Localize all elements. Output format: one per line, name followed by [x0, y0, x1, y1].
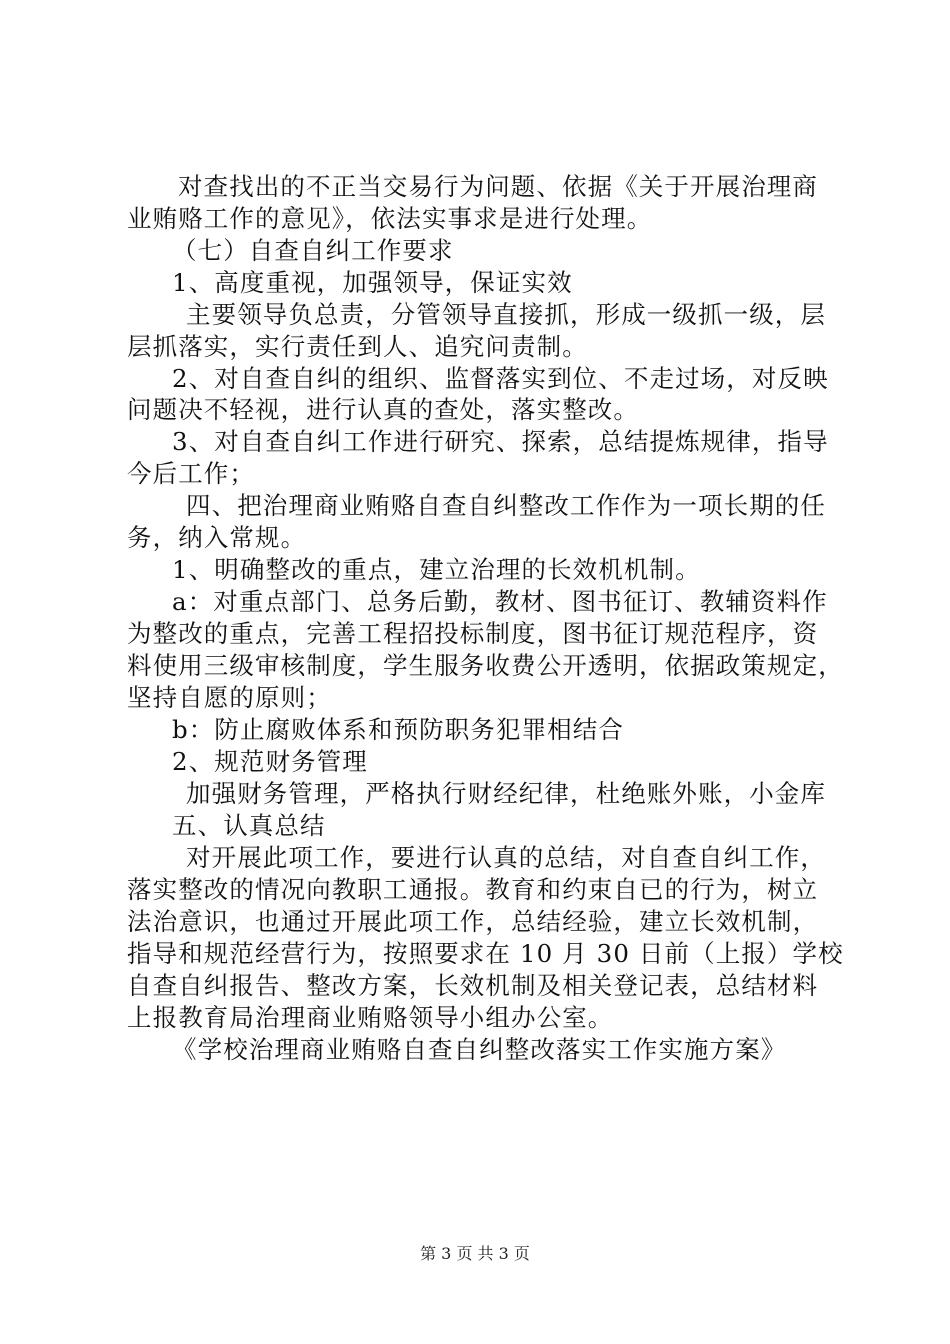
- paragraph-line: 2、对自查自纠的组织、监督落实到位、不走过场，对反映: [172, 364, 829, 393]
- section-heading: 四、把治理商业贿赂自查自纠整改工作作为一项长期的任: [186, 491, 826, 520]
- paragraph-line: 3、对自查自纠工作进行研究、探索，总结提炼规律，指导: [172, 427, 829, 456]
- section-heading: 五、认真总结: [172, 811, 326, 840]
- paragraph-line: 对开展此项工作，要进行认真的总结，对自查自纠工作，: [186, 843, 826, 872]
- paragraph-line: 对查找出的不正当交易行为问题、依据《关于开展治理商: [178, 172, 818, 201]
- paragraph-line: a：对重点部门、总务后勤，教材、图书征订、教辅资料作: [172, 587, 828, 616]
- paragraph-line: 上报教育局治理商业贿赂领导小组办公室。: [127, 1003, 614, 1032]
- section-heading: （七）自查自纠工作要求: [172, 236, 454, 265]
- paragraph-line: 加强财务管理，严格执行财经纪律，杜绝账外账，小金库: [186, 779, 826, 808]
- paragraph-line: 层抓落实，实行责任到人、追究问责制。: [127, 332, 588, 361]
- paragraph-line: 料使用三级审核制度，学生服务收费公开透明，依据政策规定，: [127, 651, 844, 680]
- page-number-footer: 第 3 页 共 3 页: [420, 1244, 530, 1263]
- paragraph-line: 问题决不轻视，进行认真的查处，落实整改。: [127, 395, 639, 424]
- paragraph-line: 务，纳入常规。: [127, 523, 307, 552]
- paragraph-line: 为整改的重点，完善工程招投标制度，图书征订规范程序，资: [127, 619, 819, 648]
- paragraph-line: 坚持自愿的原则；: [127, 683, 332, 712]
- paragraph-line: 指导和规范经营行为，按照要求在 10 月 30 日前（上报）学校: [127, 939, 844, 968]
- subheading: 2、规范财务管理: [172, 747, 368, 776]
- paragraph-line: 今后工作；: [127, 459, 255, 488]
- paragraph-line: 落实整改的情况向教职工通报。教育和约束自已的行为，树立: [127, 875, 819, 904]
- subheading: 1、高度重视，加强领导，保证实效: [172, 268, 573, 297]
- subheading: 1、明确整改的重点，建立治理的长效机机制。: [172, 555, 701, 584]
- paragraph-line: 自查自纠报告、整改方案，长效机制及相关登记表，总结材料: [127, 971, 819, 1000]
- paragraph-line: 法治意识，也通过开展此项工作，总结经验，建立长效机制，: [127, 907, 819, 936]
- paragraph-line: 主要领导负总责，分管领导直接抓，形成一级抓一级，层: [186, 300, 826, 329]
- paragraph-line: 业贿赂工作的意见》，依法实事求是进行处理。: [127, 204, 653, 233]
- paragraph-line: b：防止腐败体系和预防职务犯罪相结合: [172, 715, 624, 744]
- document-title-line: 《学校治理商业贿赂自查自纠整改落实工作实施方案》: [172, 1035, 787, 1064]
